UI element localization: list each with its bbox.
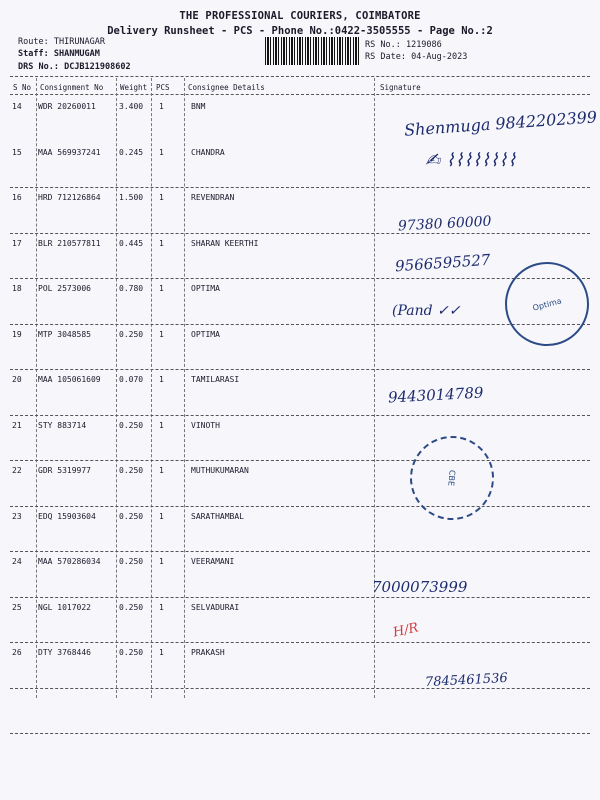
cell-consignee: SARATHAMBAL [191,511,244,521]
handwritten-phone: 9443014789 [387,383,484,407]
row-divider [10,233,590,234]
cell-weight: 1.500 [119,193,144,202]
row-divider [10,369,590,370]
table-row [0,193,600,207]
route-label: Route: [18,37,49,47]
cell-consignee: REVENDRAN [191,193,235,202]
cell-consignment: NGL 1017022 [38,602,91,612]
row-divider [10,278,590,279]
cell-consignee: BNM [191,102,206,111]
drs-value: DCJB121908602 [64,62,131,72]
rs-date-value: 04-Aug-2023 [411,52,468,62]
cell-pcs: 1 [159,511,164,521]
cell-consignment: MAA 570286034 [38,557,101,566]
row-divider [10,460,590,461]
cell-consignment: DTY 3768446 [38,648,91,657]
col-header-pcs: PCS [156,83,170,92]
cell-consignment: EDQ 15903604 [38,511,96,521]
runsheet-subtitle: Delivery Runsheet - PCS - Phone No.:0422-3505555 - Page No.:2 [107,25,493,37]
table-row [0,512,600,526]
cell-pcs: 1 [159,238,164,248]
cell-consignment: HRD 712126864 [38,193,101,202]
barcode [265,37,360,65]
header-rule-top [10,76,590,77]
cell-sno: 23 [12,511,22,521]
staff-label: Staff: [18,49,49,59]
cell-consignment: GDR 5319977 [38,466,91,475]
row-divider [10,551,590,552]
cell-consignment: POL 2573006 [38,284,91,293]
rs-no [365,40,442,50]
cell-pcs: 1 [159,420,164,430]
table-row [0,466,600,480]
row-divider [10,415,590,416]
rs-no-label: RS No.: [365,40,401,50]
cell-sno: 17 [12,238,22,248]
table-row [0,375,600,389]
handwritten-phone: 7845461536 [424,670,509,691]
cell-pcs: 1 [159,557,164,566]
cell-weight: 0.250 [119,511,144,521]
table-row [0,557,600,571]
header-rule-bottom [10,94,590,95]
rs-date [365,52,467,62]
company-title: THE PROFESSIONAL COURIERS, COIMBATORE [179,10,421,22]
cell-weight: 0.070 [119,375,144,384]
rs-date-label: RS Date: [365,52,406,62]
row-divider [10,597,590,598]
handwritten-phone: 7000073999 [372,578,468,596]
cell-consignment: STY 883714 [38,420,87,430]
cell-consignment: MAA 105061609 [38,375,101,384]
cell-sno: 26 [12,648,22,657]
cell-pcs: 1 [159,284,164,293]
cell-sno: 16 [12,193,22,202]
cell-sno: 22 [12,466,22,475]
cell-consignee: SELVADURAI [191,602,240,612]
handwritten-phone: 9566595527 [394,250,491,276]
cell-pcs: 1 [159,102,164,111]
cell-consignee: TAMILARASI [191,375,240,384]
cell-weight: 0.250 [119,466,144,475]
cell-weight: 0.250 [119,602,144,612]
cell-consignee: OPTIMA [191,284,220,293]
cell-weight: 0.250 [119,420,144,430]
col-header-signature: Signature [380,83,421,92]
handwritten-signature: Shenmuga 9842202399 [403,107,598,140]
col-header-weight: Weight [120,83,148,92]
cell-consignee: VEERAMANI [191,557,235,566]
cell-pcs: 1 [159,466,164,475]
cell-pcs: 1 [159,329,164,339]
cell-consignment: MTP 3048585 [38,329,91,339]
cell-weight: 0.250 [119,648,144,657]
cell-sno: 21 [12,420,22,430]
handwritten-note: H/R [391,620,420,641]
cell-weight: 0.250 [119,557,144,566]
cell-consignment: MAA 569937241 [38,147,101,157]
company-stamp: Optima [496,253,599,356]
cell-weight: 0.780 [119,284,144,293]
rs-no-value: 1219086 [405,40,442,50]
table-row [0,648,600,662]
cell-consignment: WDR 20260011 [38,102,96,111]
handwritten-signature: (Pand ✓✓ [392,303,461,319]
route-value: THIRUNAGAR [53,37,106,47]
cell-sno: 15 [12,147,22,157]
cell-sno: 25 [12,602,22,612]
cell-sno: 20 [12,375,22,384]
row-divider [10,506,590,507]
route-line [18,37,105,47]
cell-consignee: PRAKASH [191,648,225,657]
cell-pcs: 1 [159,648,164,657]
cell-consignee: VINOTH [191,420,220,430]
row-divider [10,733,590,734]
col-header-consignee: Consignee Details [188,83,265,92]
col-header-sno: S No [13,83,32,92]
cell-consignment: BLR 210577811 [38,238,101,248]
staff-value: SHANMUGAM [53,49,100,59]
cell-consignee: MUTHUKUMARAN [191,466,249,475]
cell-weight: 0.245 [119,147,144,157]
cell-sno: 19 [12,329,22,339]
table-row [0,421,600,435]
company-stamp: CBE [406,432,497,523]
col-header-consignment: Consignment No [40,83,104,92]
handwritten-scribble: ✍︎ ⌇⌇⌇⌇⌇⌇⌇⌇ [425,150,517,171]
table-row [0,330,600,344]
cell-consignee: CHANDRA [191,147,225,157]
drs-label: DRS No.: [18,62,59,72]
cell-pcs: 1 [159,602,164,612]
cell-weight: 3.400 [119,102,144,111]
cell-weight: 0.250 [119,329,144,339]
handwritten-phone: 97380 60000 [397,213,492,235]
cell-pcs: 1 [159,375,164,384]
cell-sno: 18 [12,284,22,293]
row-divider [10,688,590,689]
table-row [0,239,600,253]
row-divider [10,187,590,188]
cell-consignee: SHARAN KEERTHI [191,238,259,248]
row-divider [10,642,590,643]
row-divider [10,324,590,325]
table-row [0,603,600,617]
cell-pcs: 1 [159,147,164,157]
cell-consignee: OPTIMA [191,329,220,339]
cell-pcs: 1 [159,193,164,202]
cell-sno: 14 [12,102,22,111]
drs-line [18,62,131,72]
cell-weight: 0.445 [119,238,144,248]
cell-sno: 24 [12,557,22,566]
staff-line [18,49,100,59]
